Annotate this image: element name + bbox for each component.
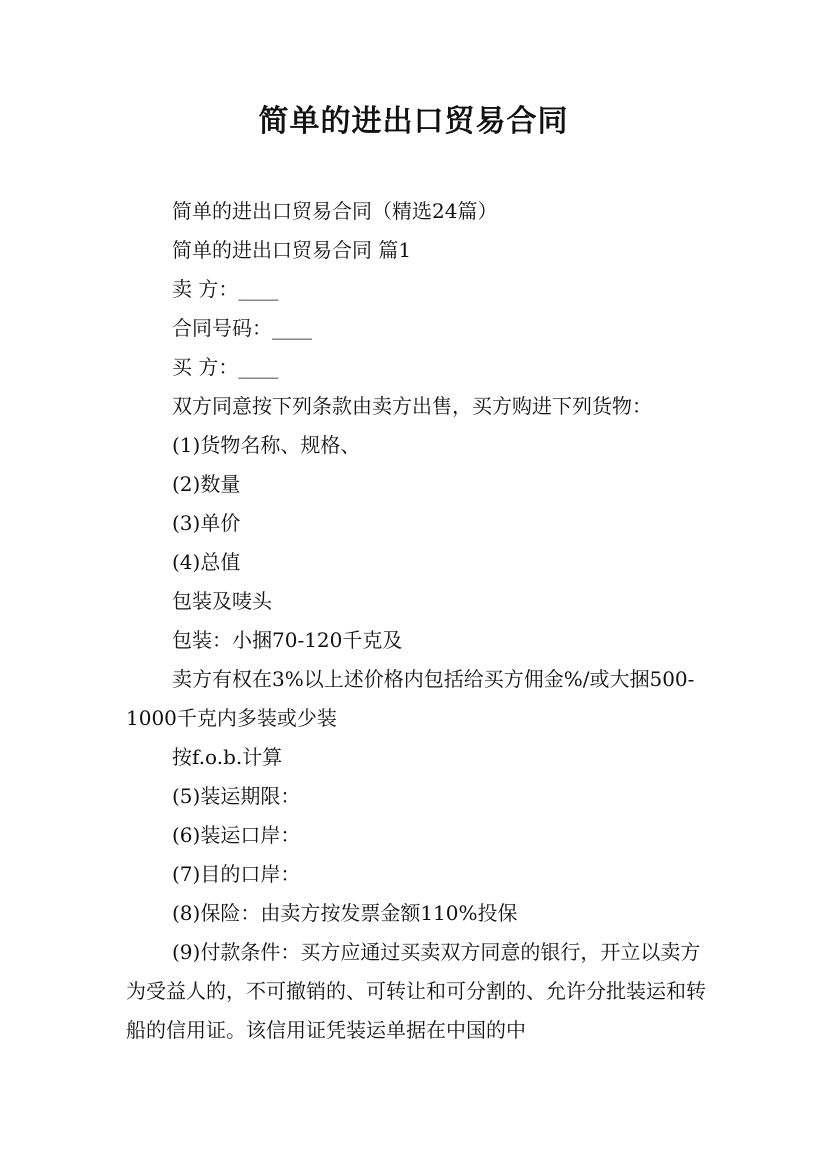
paragraph-item-6: (6)装运口岸： (172, 823, 301, 847)
paragraph-subtitle: 简单的进出口贸易合同（精选24篇） (172, 199, 498, 223)
paragraph-item-1: (1)货物名称、规格、 (172, 433, 361, 457)
paragraph-buyer: 买 方：____ (172, 355, 279, 379)
paragraph-item-9: (9)付款条件：买方应通过买卖双方同意的银行，开立以卖方为受益人的，不可撤销的、可转让和可分割的、允许分批装运和转船的信用证。该信用证凭装运单据在中国的中 (126, 940, 706, 1042)
paragraph-seller-option: 卖方有权在3%以上述价格内包括给买方佣金%/或大捆500-1000千克内多装或少装 (126, 667, 695, 730)
paragraph-item-8: (8)保险：由卖方按发票金额110%投保 (172, 901, 518, 925)
paragraph-item-2: (2)数量 (172, 472, 241, 496)
paragraph-packing-heading: 包装及唛头 (172, 589, 272, 613)
paragraph-agreement: 双方同意按下列条款由卖方出售，买方购进下列货物： (172, 394, 652, 418)
paragraph-contract-number: 合同号码：____ (172, 316, 312, 340)
paragraph-item-4: (4)总值 (172, 550, 241, 574)
document-title: 简单的进出口贸易合同 (258, 104, 569, 139)
paragraph-packing: 包装：小捆70-120千克及 (172, 628, 403, 652)
paragraph-item-5: (5)装运期限： (172, 784, 301, 808)
paragraph-section-heading: 简单的进出口贸易合同 篇1 (172, 238, 412, 262)
paragraph-item-3: (3)单价 (172, 511, 241, 535)
paragraph-item-7: (7)目的口岸： (172, 862, 301, 886)
paragraph-fob: 按f.o.b.计算 (172, 745, 283, 769)
paragraph-seller: 卖 方：____ (172, 277, 279, 301)
document-body (126, 192, 706, 1050)
